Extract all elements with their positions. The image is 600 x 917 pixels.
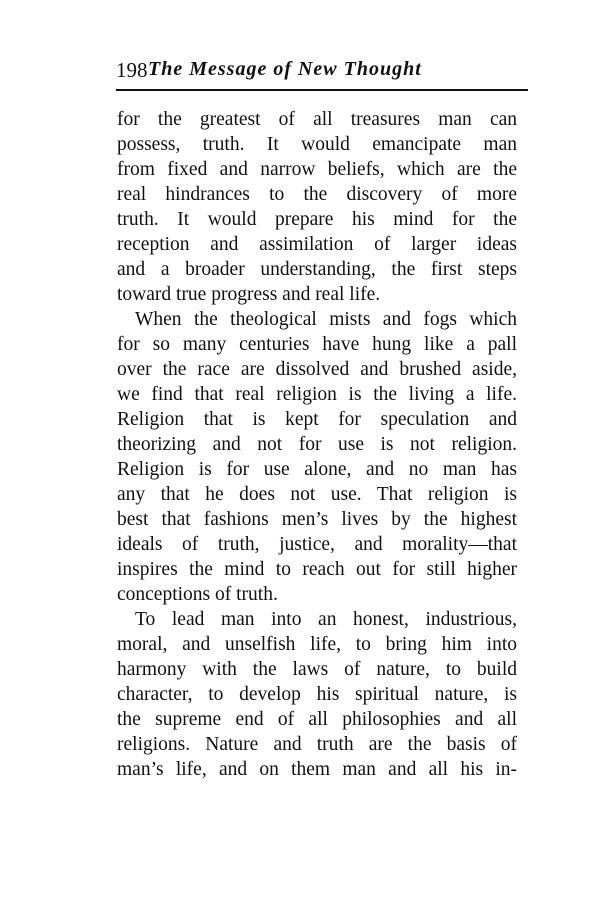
running-title: The Message of New Thought	[148, 58, 422, 80]
text-line: ideals of truth, justice, and morality—that	[117, 534, 517, 555]
text-line: we find that real religion is the living a life.	[117, 384, 517, 405]
text-line: for the greatest of all treasures man can	[117, 109, 517, 130]
page-number: 198	[116, 58, 148, 82]
text-line: real hindrances to the discovery of more	[117, 184, 517, 205]
text-line: theorizing and not for use is not religion.	[117, 434, 517, 455]
text-line: the supreme end of all philosophies and all	[117, 709, 517, 730]
text-line: character, to develop his spiritual nature, is	[117, 684, 517, 705]
text-line: Religion that is kept for speculation and	[117, 409, 517, 430]
text-line: harmony with the laws of nature, to build	[117, 659, 517, 680]
text-line: man’s life, and on them man and all his in-	[117, 759, 517, 780]
text-line: reception and assimilation of larger ideas	[117, 234, 517, 255]
text-line: religions. Nature and truth are the basis of	[117, 734, 517, 755]
text-line: moral, and unselfish life, to bring him into	[117, 634, 517, 655]
text-line: toward true progress and real life.	[117, 284, 381, 305]
text-line: possess, truth. It would emancipate man	[117, 134, 517, 155]
running-header	[116, 58, 528, 86]
page-body	[117, 107, 517, 782]
text-line: conceptions of truth.	[117, 584, 278, 605]
text-line: any that he does not use. That religion is	[117, 484, 517, 505]
paragraph-start: When the theological mists and fogs which	[135, 309, 517, 330]
text-line: and a broader understanding, the first steps	[117, 259, 517, 280]
text-line: inspires the mind to reach out for still higher	[117, 559, 517, 580]
header-rule	[116, 89, 528, 91]
text-line: truth. It would prepare his mind for the	[117, 209, 517, 230]
text-line: Religion is for use alone, and no man has	[117, 459, 517, 480]
text-line: for so many centuries have hung like a pall	[117, 334, 517, 355]
text-line: over the race are dissolved and brushed aside,	[117, 359, 517, 380]
text-line: best that fashions men’s lives by the highest	[117, 509, 517, 530]
paragraph-start: To lead man into an honest, industrious,	[135, 609, 517, 630]
text-line: from fixed and narrow beliefs, which are the	[117, 159, 517, 180]
